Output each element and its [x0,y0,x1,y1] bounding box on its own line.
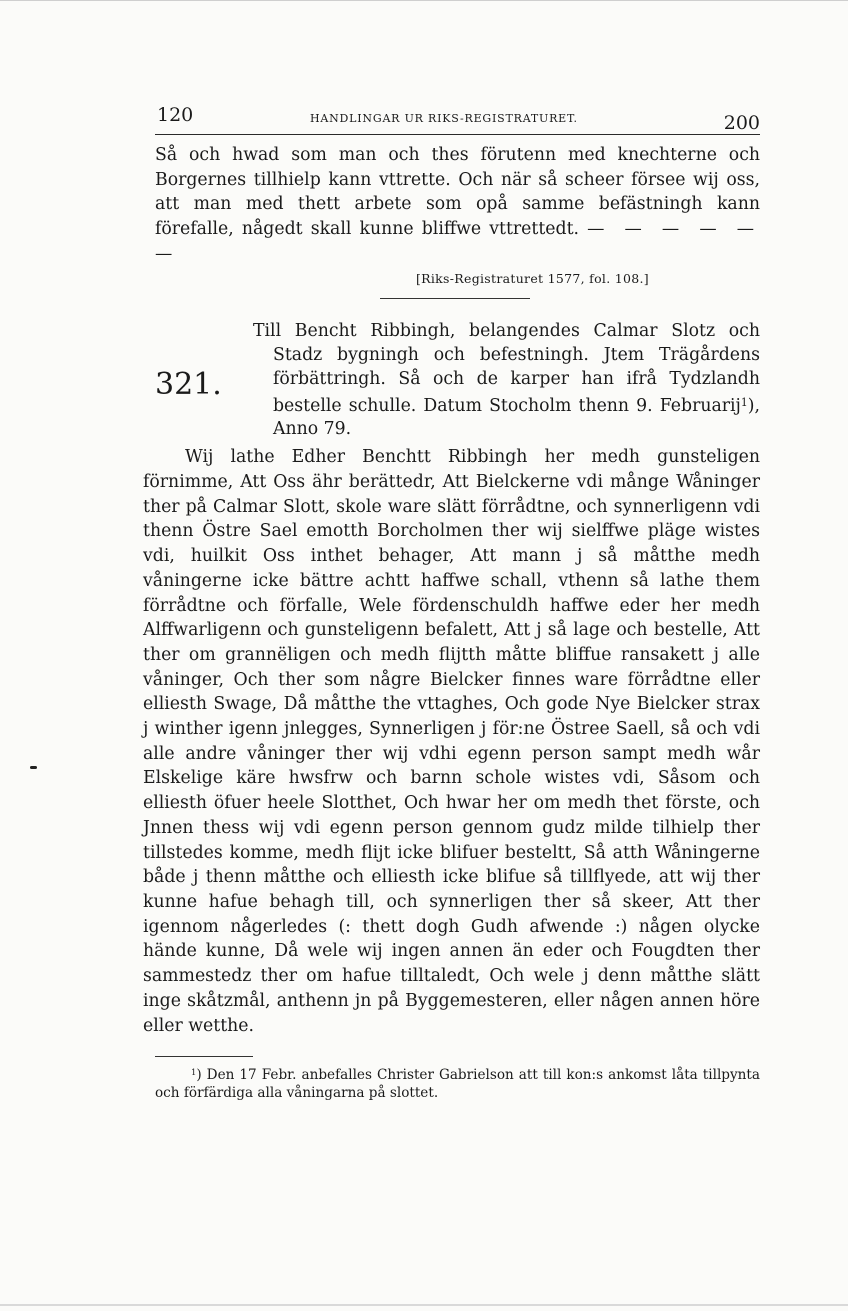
document-heading [253,319,760,442]
page-number-left: 120 [157,104,194,126]
dash-leader: — — — — — — [155,219,760,264]
footnote [155,1063,760,1103]
book-page [143,104,760,1116]
section-divider [380,298,530,299]
footnote-marker: 1 [191,1066,197,1077]
footnote-text: ) Den 17 Febr. anbefalles Christer Gabrielson att till kon:s ankomst låta tillpynta och förfärdiga alla våningarna på slottet. [155,1066,760,1101]
continuation-text: Så och hwad som man och thes förutenn med knechterne och Borgernes tillhielp kann vttrette. Och när så scheer försee wij oss, att man med thett arbete som opå samme befästningh kann förefalle, någedt skall kunne bliffwe vttrettedt. [155,145,760,240]
running-title: HANDLINGAR UR RIKS-REGISTRATURET. [310,112,578,125]
continuation-paragraph [155,143,760,267]
document-number: 321. [155,366,222,402]
scan-bottom-edge [0,1304,848,1306]
page-number-right: 200 [723,112,760,134]
running-header [155,104,760,135]
scan-top-edge [0,0,848,1]
footnote-reference: 1 [740,395,748,409]
source-citation: [Riks-Registraturet 1577, fol. 108.] [416,270,649,286]
scan-speck [30,766,37,769]
document-321 [143,319,760,1039]
document-heading-text: Till Bencht Ribbingh, belangendes Calmar Slotz och Stadz bygningh och befestningh. Jtem Trägårdens förbättringh. Så och de karper han ifrå Tydzlandh bestelle schulle. Datum Stocholm thenn 9. Februarij [253,320,760,416]
document-heading-end: ), Anno 79. [273,395,760,440]
footnote-divider [155,1056,253,1057]
document-body: Wij lathe Edher Benchtt Ribbingh her medh gunsteligen förnimme, Att Oss ähr berättedr, Att Bielckerne vdi månge Wåninger ther på Calmar Slott, skole ware slätt förrådtne, och synnerligenn vdi thenn Östre Sael emotth Borcholmen ther wij sielffwe pläge wistes vdi, huilkit Oss inthet behager, Att mann j så måtthe medh våningerne icke bättre achtt haffwe schall, vthenn så lathe them förrådtne och förfalle, Wele fördenschuldh haffwe eder her medh Alffwarligenn och gunsteligenn befalett, Att j så lage och bestelle, Att ther om grannëligen och medh flijtth måtte bliffue ransakett j alle våninger, Och ther som någre Bielcker finnes ware förrådtne eller elliesth Swage, Då måtthe the vttaghes, Och gode Nye Bielcker strax j winther igenn jnlegges, Synnerligen j för:ne Östree Saell, så och vdi alle andre våninger ther wij vdhi egenn person sampt medh wår Elskelige käre hwsfrw och barnn schole wistes vdi, Såsom och elliesth öfuer heele Slotthet, Och hwar her om medh thet förste, och Jnnen thess wij vdi egenn person gennom gudz milde tilhielp ther tillstedes komme, medh flijt icke blifuer besteltt, Så atth Wåningerne både j thenn måtthe och elliesth icke blifue så tillflyede, att wij ther kunne hafue behagh till, och synnerligen ther så skeer, Att ther igennom någerledes (: thett dogh Gudh afwende :) någen olycke hände kunne, Då wele wij ingen annen än eder och Fougdten ther sammestedz ther om hafue tilltaledt, Och wele j denn måtthe slätt inge skåtzmål, anthenn jn på Byggemesteren, eller någen annen höre eller wetthe. [143,447,760,1036]
